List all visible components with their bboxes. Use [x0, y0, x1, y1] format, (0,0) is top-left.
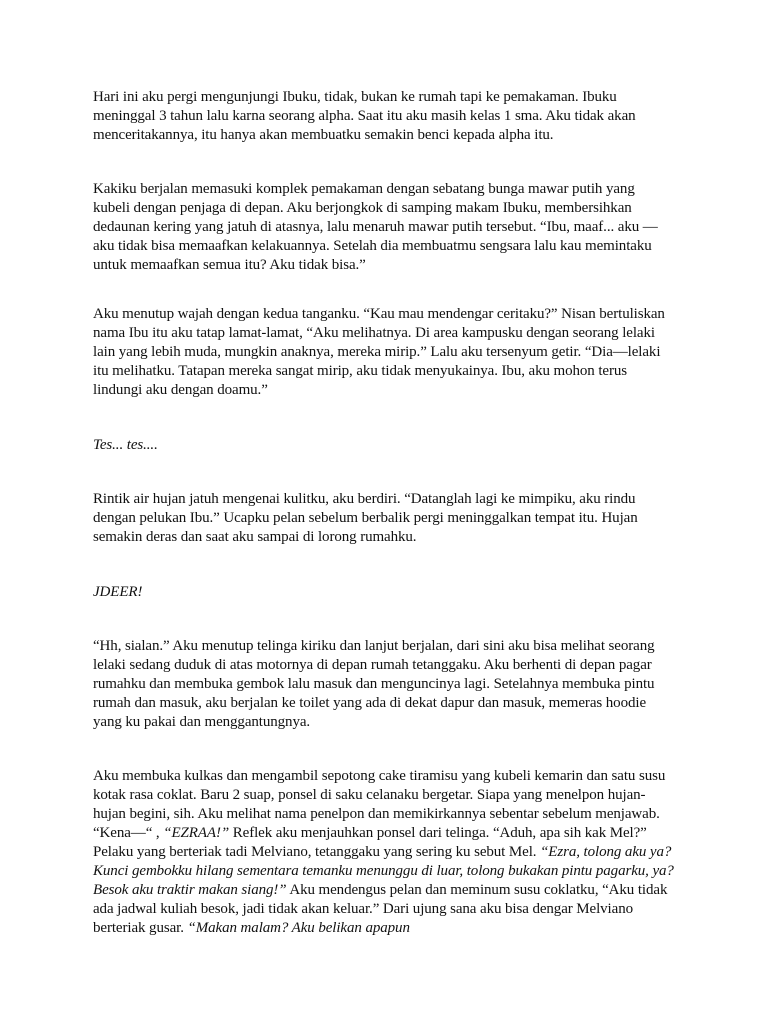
paragraph-3 [93, 305, 675, 400]
paragraph-8 [93, 767, 675, 938]
paragraph-8-segment-2-italic: “EZRAA!” [163, 825, 230, 841]
paragraph-5-text: Rintik air hujan jatuh mengenai kulitku, aku berdiri. “Datanglah lagi ke mimpiku, aku rindu dengan pelukan Ibu.” Ucapku pelan sebelum berbalik pergi meninggalkan tempat itu. Hujan semakin deras dan saat aku sampai di lorong rumahku. [93, 491, 638, 545]
paragraph-7-text: “Hh, sialan.” Aku menutup telinga kiriku dan lanjut berjalan, dari sini aku bisa melihat seorang lelaki sedang duduk di atas motornya di depan rumah tetanggaku. Aku berhenti di depan pagar rumahku dan membuka gembok lalu masuk dan menguncinya lagi. Setelahnya membuka pintu rumah dan masuk, aku berjalan ke toilet yang ada di dekat dapur dan masuk, memeras hoodie yang ku pakai dan menggantungnya. [93, 638, 655, 730]
paragraph-1-text: Hari ini aku pergi mengunjungi Ibuku, tidak, bukan ke rumah tapi ke pemakaman. Ibuku meninggal 3 tahun lalu karna seorang alpha. Saat itu aku masih kelas 1 sma. Aku tidak akan menceritakannya, itu hanya akan membuatku semakin benci kepada alpha itu. [93, 89, 636, 143]
paragraph-7 [93, 637, 675, 732]
paragraph-3-text: Aku menutup wajah dengan kedua tanganku. “Kau mau mendengar ceritaku?” Nisan bertuliskan nama Ibu itu aku tatap lamat-lamat, “Aku melihatnya. Di area kampusku dengan seorang lelaki lain yang lebih muda, mungkin anaknya, mereka mirip.” Lalu aku tersenyum getir. “Dia—lelaki itu melihatku. Tatapan mereka sangat mirip, aku tidak menyukainya. Ibu, aku mohon terus lindungi aku dengan doamu.” [93, 306, 665, 398]
paragraph-2 [93, 180, 675, 275]
paragraph-8-segment-6-italic: “Makan malam? Aku belikan apapun [187, 920, 410, 936]
paragraph-8-segment-4-italic: “Ezra, tolong aku ya? Kunci gembokku hilang sementara temanku menunggu di luar, tolong bukakan pintu pagarku, ya? Besok aku traktir makan siang!” [93, 844, 674, 898]
paragraph-8-segment-3: Reflek aku menjauhkan ponsel dari telinga. “Aduh, apa sih kak Mel?” Pelaku yang berteriak tadi Melviano, tetanggaku yang sering ku sebut Mel. [93, 825, 647, 860]
paragraph-4-text: Tes... tes.... [93, 437, 158, 453]
paragraph-5 [93, 490, 675, 547]
paragraph-4-sound-effect [93, 436, 675, 455]
paragraph-2-text: Kakiku berjalan memasuki komplek pemakaman dengan sebatang bunga mawar putih yang kubeli dengan penjaga di depan. Aku berjongkok di samping makam Ibuku, membersihkan dedaunan kering yang jatuh di atasnya, lalu menaruh mawar putih tersebut. “Ibu, maaf... aku —aku tidak bisa memaafkan kelakuannya. Setelah dia membuatmu sengsara lalu kau memintaku untuk memaafkan semua itu? Aku tidak bisa.” [93, 181, 658, 273]
paragraph-6-text: JDEER! [93, 584, 143, 600]
paragraph-8-segment-1: Aku membuka kulkas dan mengambil sepotong cake tiramisu yang kubeli kemarin dan satu susu kotak rasa coklat. Baru 2 suap, ponsel di saku celanaku bergetar. Siapa yang menelpon hujan-hujan begini, sih. Aku melihat nama penelpon dan memikirkannya sebentar sebelum menjawab. “Kena—“ , [93, 768, 666, 841]
paragraph-1 [93, 88, 675, 145]
paragraph-8-segment-5: Aku mendengus pelan dan meminum susu coklatku, “Aku tidak ada jadwal kuliah besok, jadi tidak akan keluar.” Dari ujung sana aku bisa dengar Melviano berteriak gusar. [93, 882, 668, 936]
paragraph-6-sound-effect [93, 583, 675, 602]
